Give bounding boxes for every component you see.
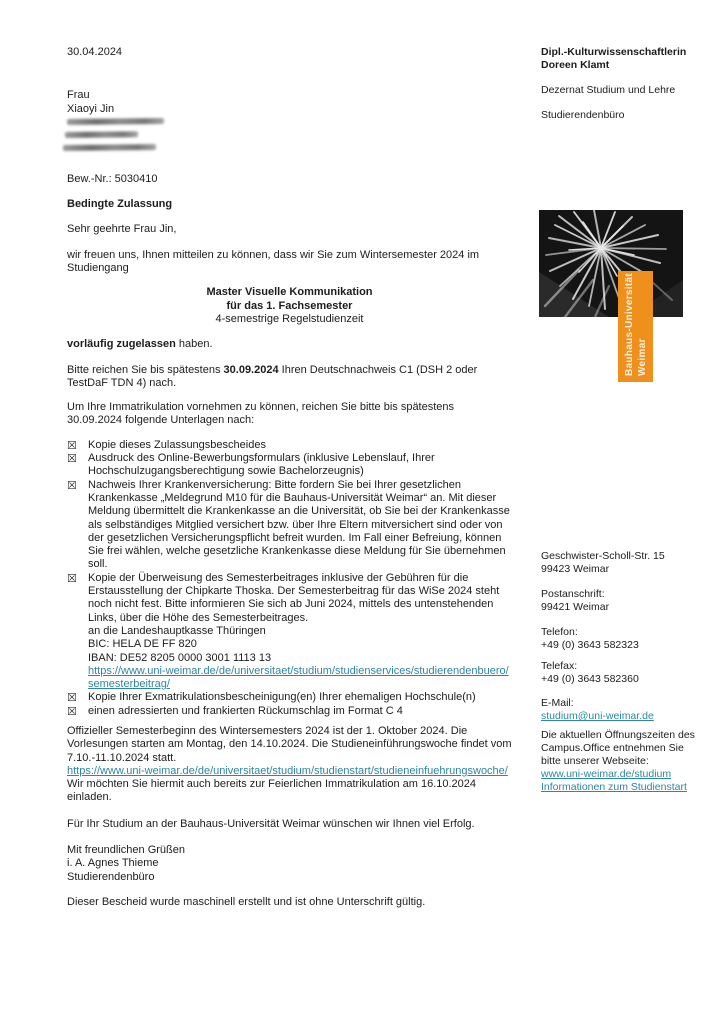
studienstart-link[interactable]: Informationen zum Studienstart [541, 781, 687, 793]
closing-block [67, 844, 512, 884]
checklist-item [67, 439, 512, 452]
checked-checkbox-icon: ☒ [67, 571, 77, 585]
checked-checkbox-icon: ☒ [67, 704, 77, 718]
bank-iban: IBAN: DE52 8205 0000 3001 1113 13 [88, 651, 272, 664]
fax-label: Telefax: [541, 660, 578, 672]
checklist-item [67, 479, 512, 572]
language-deadline [67, 364, 512, 391]
letter-body [67, 46, 512, 909]
admission-rest: haben. [175, 338, 213, 351]
semester-start-paragraph [67, 725, 512, 805]
phone-value: +49 (0) 3643 582323 [541, 639, 639, 651]
documents-intro: Um Ihre Immatrikulation vornehmen zu können, reichen Sie bitte bis spätestens 30.09.2024 folgende Unterlagen nach: [67, 401, 455, 427]
checklist-item-text: Kopie Ihrer Exmatrikulationsbescheinigung(en) Ihrer ehemaligen Hochschule(n) [88, 691, 476, 704]
closing-salutation: Mit freundlichen Grüßen [67, 844, 185, 857]
machine-generated-note: Dieser Bescheid wurde maschinell erstellt und ist ohne Unterschrift gültig. [67, 895, 426, 908]
intro-paragraph: wir freuen uns, Ihnen mitteilen zu können, dass wir Sie zum Wintersemester 2024 im Studiengang [67, 248, 480, 275]
recipient-address [67, 89, 512, 116]
fax-value: +49 (0) 3643 582360 [541, 673, 639, 685]
semester-start-text: Offizieller Semesterbeginn des Wintersemesters 2024 ist der 1. Oktober 2024. Die Vorlesungen starten am Montag, den 14.10.2024. Die Studieneinführungswoche findet vom 7.10.-11.10.2024 statt. [67, 724, 512, 764]
contact-person-block [541, 46, 701, 72]
checklist-item-text [88, 572, 512, 692]
redacted-line [65, 131, 138, 138]
checklist-item [67, 452, 512, 479]
phone-label: Telefon: [541, 626, 578, 638]
postal-address-block [541, 588, 701, 614]
program-semester: für das 1. Fachsemester [226, 299, 353, 312]
phone-block [541, 626, 701, 652]
postal-value: 99421 Weimar [541, 601, 610, 613]
program-block [67, 286, 512, 326]
street: Geschwister-Scholl-Str. 15 [541, 550, 665, 562]
email-block [541, 697, 701, 723]
orientation-week-link[interactable]: https://www.uni-weimar.de/de/universitaet/studium/studienstart/studieneinfuehrungswoche/ [67, 764, 508, 777]
deadline-post: Ihren Deutschnachweis C1 (DSH 2 oder TestDaF TDN 4) nach. [67, 363, 478, 389]
checked-checkbox-icon: ☒ [67, 478, 77, 492]
bank-recipient: an die Landeshauptkasse Thüringen [88, 624, 266, 637]
university-logo-text [618, 271, 653, 382]
redacted-address-lines [67, 119, 512, 151]
admission-line [67, 338, 512, 351]
semester-fee-link[interactable]: https://www.uni-weimar.de/de/universitaet/studium/studienservices/studierendenbuero/semesterbeitrag/ [88, 664, 509, 691]
email-label: E-Mail: [541, 697, 574, 709]
recipient-salutation: Frau [67, 89, 90, 102]
recipient-name: Xiaoyi Jin [67, 102, 115, 115]
documents-checklist [67, 439, 512, 718]
redacted-line [67, 118, 164, 125]
deadline-date: 30.09.2024 [223, 363, 279, 376]
university-logo-banner [618, 271, 653, 382]
greeting: Sehr geehrte Frau Jin, [67, 223, 177, 236]
university-name-line1: Bauhaus-Universität [623, 273, 635, 376]
admission-status: vorläufig zugelassen [67, 338, 176, 351]
fax-block [541, 660, 701, 686]
email-link[interactable]: studium@uni-weimar.de [541, 710, 654, 722]
program-name: Master Visuelle Kommunikation [206, 286, 373, 299]
university-name-line2: Weimar [636, 338, 648, 376]
checked-checkbox-icon: ☒ [67, 452, 77, 466]
contact-title: Dipl.-Kulturwissenschaftlerin [541, 46, 687, 58]
checked-checkbox-icon: ☒ [67, 691, 77, 705]
good-luck-line: Für Ihr Studium an der Bauhaus-Universität Weimar wünschen wir Ihnen viel Erfolg. [67, 817, 475, 830]
opening-hours-note: Die aktuellen Öffnungszeiten des Campus.Office entnehmen Sie bitte unserer Webseite: [541, 729, 695, 767]
checklist-item-text: einen adressierten und frankierten Rückumschlag im Format C 4 [88, 704, 403, 717]
program-duration: 4-semestrige Regelstudienzeit [215, 312, 364, 325]
subject-line: Bedingte Zulassung [67, 198, 173, 211]
office-label: Studierendenbüro [541, 109, 625, 121]
checklist-item-text: Kopie dieses Zulassungsbescheides [88, 438, 266, 451]
checked-checkbox-icon: ☒ [67, 438, 77, 452]
flower-photo [539, 210, 683, 317]
checklist-item-text: Nachweis Ihrer Krankenversicherung: Bitte fordern Sie bei Ihrer gesetzlichen Krankenkasse „Meldegrund M10 für die Bauhaus-Universität Weimar“ an. Mit dieser Meldung übermittelt die Krankenkasse an die Universität, ob Sie bei der Krankenkasse als selbständiges Mitglied versichert bzw. über Ihre Eltern mitversichert sind oder von der gesetzlichen Versicherungspflicht befreit wurden. Im Fall einer Befreiung, können Sie frei wählen, welche gesetzliche Krankenkasse diese Meldung für Sie übernehmen soll. [88, 478, 510, 571]
bank-details [88, 625, 512, 691]
sidebar-links [541, 768, 701, 794]
checklist-item [67, 691, 512, 704]
semester-fee-text: Kopie der Überweisung des Semesterbeitrages inklusive der Gebühren für die Erstausstellung der Chipkarte Thoska. Der Semesterbeitrag für das WiSe 2024 steht noch nicht fest. Bitte informieren Sie sich ab Juni 2024, mittels des untenstehenden Links, über die Höhe des Semesterbeitrages. [88, 571, 500, 624]
contact-name: Doreen Klamt [541, 59, 610, 71]
checklist-item [67, 705, 512, 718]
application-number: Bew.-Nr.: 5030410 [67, 172, 158, 185]
website-link[interactable]: www.uni-weimar.de/studium [541, 768, 672, 780]
postal-label: Postanschrift: [541, 588, 605, 600]
city: 99423 Weimar [541, 563, 610, 575]
deadline-pre: Bitte reichen Sie bis spätestens [67, 363, 224, 376]
checklist-item-text: Ausdruck des Online-Bewerbungsformulars (inklusive Lebenslauf, Ihrer Hochschulzugangsberechtigung sowie Bachelorzeugnis) [88, 452, 435, 478]
letter-date: 30.04.2024 [67, 46, 123, 58]
redacted-line [63, 144, 156, 151]
checklist-item [67, 572, 512, 692]
flower-photo-image [539, 210, 683, 317]
department-label: Dezernat Studium und Lehre [541, 84, 676, 96]
bank-bic: BIC: HELA DE FF 820 [88, 638, 197, 651]
street-address-block [541, 550, 701, 576]
closing-office: Studierendenbüro [67, 870, 155, 883]
closing-signee: i. A. Agnes Thieme [67, 857, 159, 870]
matriculation-invitation: Wir möchten Sie hiermit auch bereits zur Feierlichen Immatrikulation am 16.10.2024 einladen. [67, 778, 477, 804]
